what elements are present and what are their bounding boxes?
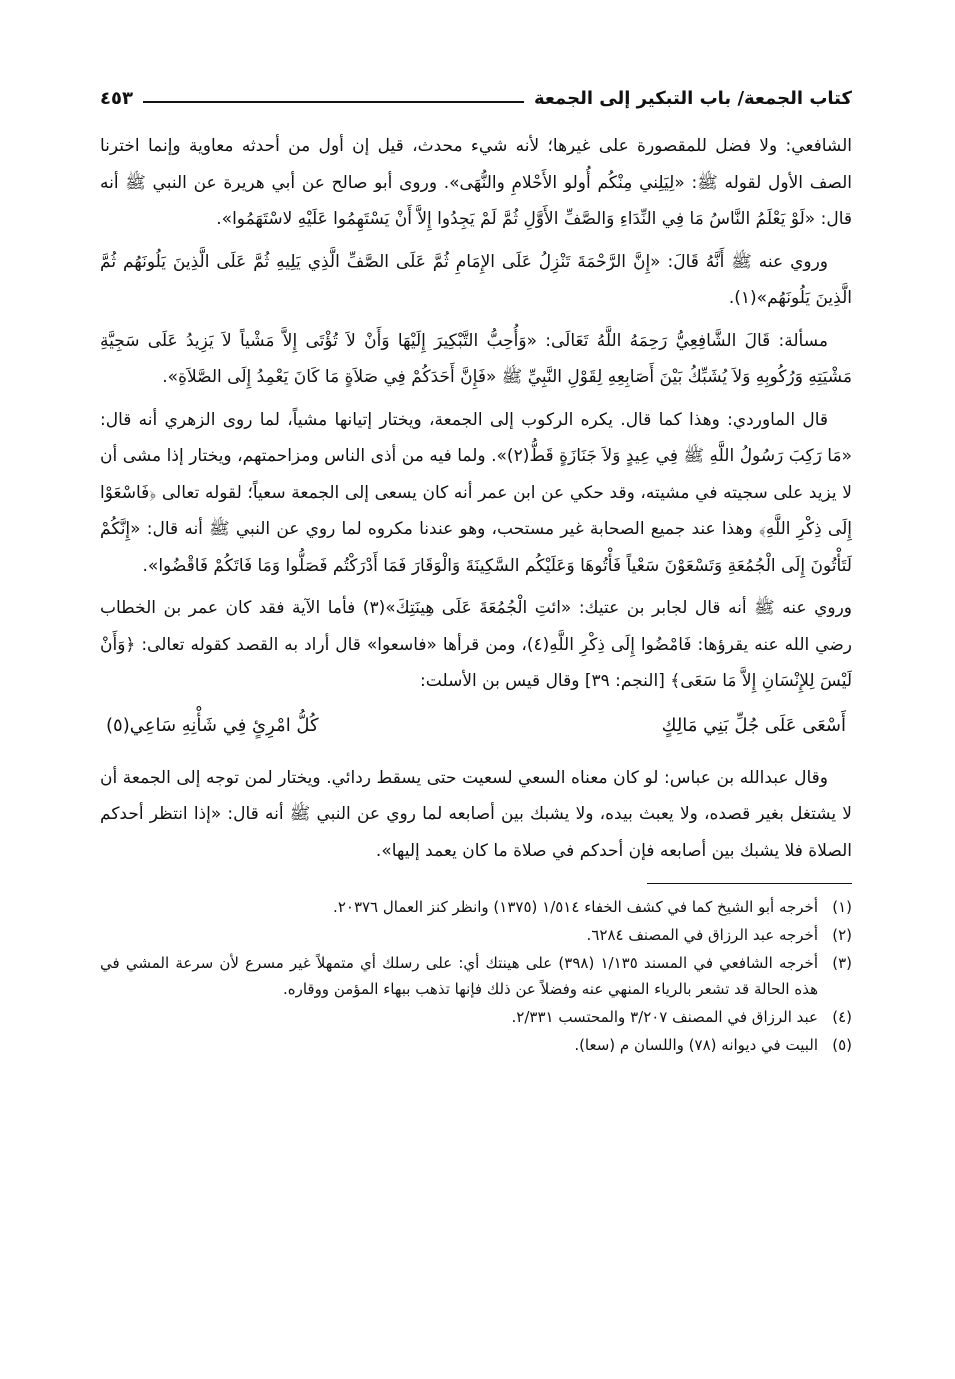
footnote-number: (٣): [832, 954, 852, 972]
verse-first-hemistich: أَسْعَى عَلَى جُلِّ بَنِي مَالِكٍ: [661, 714, 846, 736]
paragraph: الشافعي: ولا فضل للمقصورة على غيرها؛ لأنه شيء محدث، قيل إن أول من أحدثه معاوية وإنما اخترنا الصف الأول لقوله ﷺ: «لِيَلِني مِنْكُم أُولو الأَحْلامِ والنُّهَى». وروى أبو صالح عن أبي هريرة عن النبي ﷺ أنه قال: «لَوْ يَعْلَمُ النَّاسُ مَا فِي النِّدَاءِ وَالصَّفِّ الأَوَّلِ ثُمَّ لَمْ يَجِدُوا إِلاَّ أَنْ يَسْتَهِمُوا عَلَيْهِ لاسْتَهَمُوا».: [100, 136, 852, 229]
paragraph: قال الماوردي: وهذا كما قال. يكره الركوب إلى الجمعة، ويختار إتيانها مشياً، لما روى الزهري أنه قال: «مَا رَكِبَ رَسُولُ اللَّهِ ﷺ فِي عِيدٍ وَلاَ جَنَازَةٍ قَطُّ(٢)». ولما فيه من أذى الناس ومزاحمتهم، ويختار إذا مشى أن لا يزيد على سجيته في مشيته، وقد حكي عن ابن عمر أنه كان يسعى إلى الجمعة سعياً؛ لقوله تعالى ﴿فَاسْعَوْا إِلَى ذِكْرِ اللَّهِ﴾ وهذا عند جميع الصحابة غير مستحب، وهو عندنا مكروه لما روي عن النبي ﷺ أنه قال: «إِنَّكُمْ لَتَأْتُونَ إِلَى الْجُمُعَةِ وَتَسْعَوْنَ سَعْياً فَأْتُوهَا وَعَلَيْكُم السَّكِينَةَ وَالْوَقَارَ فَمَا أَدْرَكْتُم فَصَلُّوا وَمَا فَاتَكُمْ فَاقْضُوا».: [100, 409, 852, 576]
footnote-text: عبد الرزاق في المصنف ٣/٢٠٧ والمحتسب ٢/٣٣١.: [511, 1008, 818, 1026]
main-text: [100, 128, 852, 869]
footnote: [100, 1004, 852, 1030]
paragraph: وروي عنه ﷺ أَنَّهُ قَالَ: «إِنَّ الرَّحْمَةَ تَنْزِلُ عَلَى الإِمَامِ ثُمَّ عَلَى الصَّفِّ الَّذِي يَلِيهِ ثُمَّ عَلَى الَّذِينَ يَلُونَهُم ثُمَّ الَّذِينَ يَلُونَهُم»(١).: [100, 251, 852, 308]
book-page: [100, 78, 852, 1060]
verse-second-hemistich: كُلُّ امْرِئٍ فِي شَأْنِهِ سَاعِي(٥): [106, 714, 319, 736]
footnote-text: أخرجه عبد الرزاق في المصنف ٦٢٨٤.: [586, 926, 818, 944]
footnote-text: أخرجه أبو الشيخ كما في كشف الخفاء ١/٥١٤ (١٣٧٥) وانظر كنز العمال ٢٠٣٧٦.: [333, 898, 818, 916]
paragraph: مسألة: قَالَ الشَّافِعِيُّ رَحِمَهُ اللَّهُ تَعَالَى: «وَأُحِبُّ التَّبْكِيرَ إِلَيْهَا وَأَنْ لاَ تُؤْتَى إِلاَّ مَشْياً لاَ يَزِيدُ عَلَى سَجِيَّةِ مَشْيَتِهِ وَرُكُوبِهِ وَلاَ يُشَبِّكُ بَيْنَ أَصَابِعِهِ لِقَوْلِ النَّبِيِّ ﷺ «فَإِنَّ أَحَدَكُمْ فِي صَلاَةٍ مَا كَانَ يَعْمِدُ إِلَى الصَّلاَةِ».: [100, 330, 852, 387]
footnote: [100, 894, 852, 920]
paragraph: وروي عنه ﷺ أنه قال لجابر بن عتيك: «ائتِ الْجُمُعَةَ عَلَى هِينَتِكَ»(٣) فأما الآية فقد كان عمر بن الخطاب رضي الله عنه يقرؤها: فَامْضُوا إِلَى ذِكْرِ اللَّهِ(٤)، ومن قرأها «فاسعوا» قال أراد به القصد كقوله تعالى: ﴿وَأَنْ لَيْسَ لِلإِنْسَانِ إِلاَّ مَا سَعَى﴾ [النجم: ٣٩] وقال قيس بن الأسلت:: [100, 598, 852, 691]
poetry-verse: [100, 706, 852, 746]
paragraph: وقال عبدالله بن عباس: لو كان معناه السعي لسعيت حتى يسقط ردائي. ويختار لمن توجه إلى الجمعة أن لا يشتغل بغير قصده، ولا يعبث بيده، ولا يشبك بين أصابعه لما روي عن النبي ﷺ أنه قال: «إذا انتظر أحدكم الصلاة فلا يشبك بين أصابعه فإن أحدكم في صلاة ما كان يعمد إليها».: [100, 767, 852, 861]
footnote-number: (٥): [832, 1036, 852, 1054]
footnote: [100, 1032, 852, 1058]
header-rule: [143, 101, 524, 103]
footnotes: [100, 894, 852, 1058]
running-header: [100, 78, 852, 118]
footnote: [100, 950, 852, 1002]
footnote-text: أخرجه الشافعي في المسند ١/١٣٥ (٣٩٨) على هينتك أي: على رسلك أي متمهلاً غير مسرع لأن سرعة المشي في هذه الحالة قد تشعر بالرياء المنهي عنه وفضلاً عن ذلك فإنها تذهب ببهاء المؤمن ووقاره.: [100, 954, 818, 998]
page-number: ٤٥٣: [100, 87, 133, 109]
footnote-number: (٤): [832, 1008, 852, 1026]
footnote: [100, 922, 852, 948]
footnote-number: (٢): [832, 926, 852, 944]
footnote-rule: [647, 883, 852, 884]
footnote-text: البيت في ديوانه (٧٨) واللسان م (سعا).: [574, 1036, 818, 1054]
footnote-number: (١): [832, 898, 852, 916]
chapter-title: كتاب الجمعة/ باب التبكير إلى الجمعة: [533, 87, 852, 109]
